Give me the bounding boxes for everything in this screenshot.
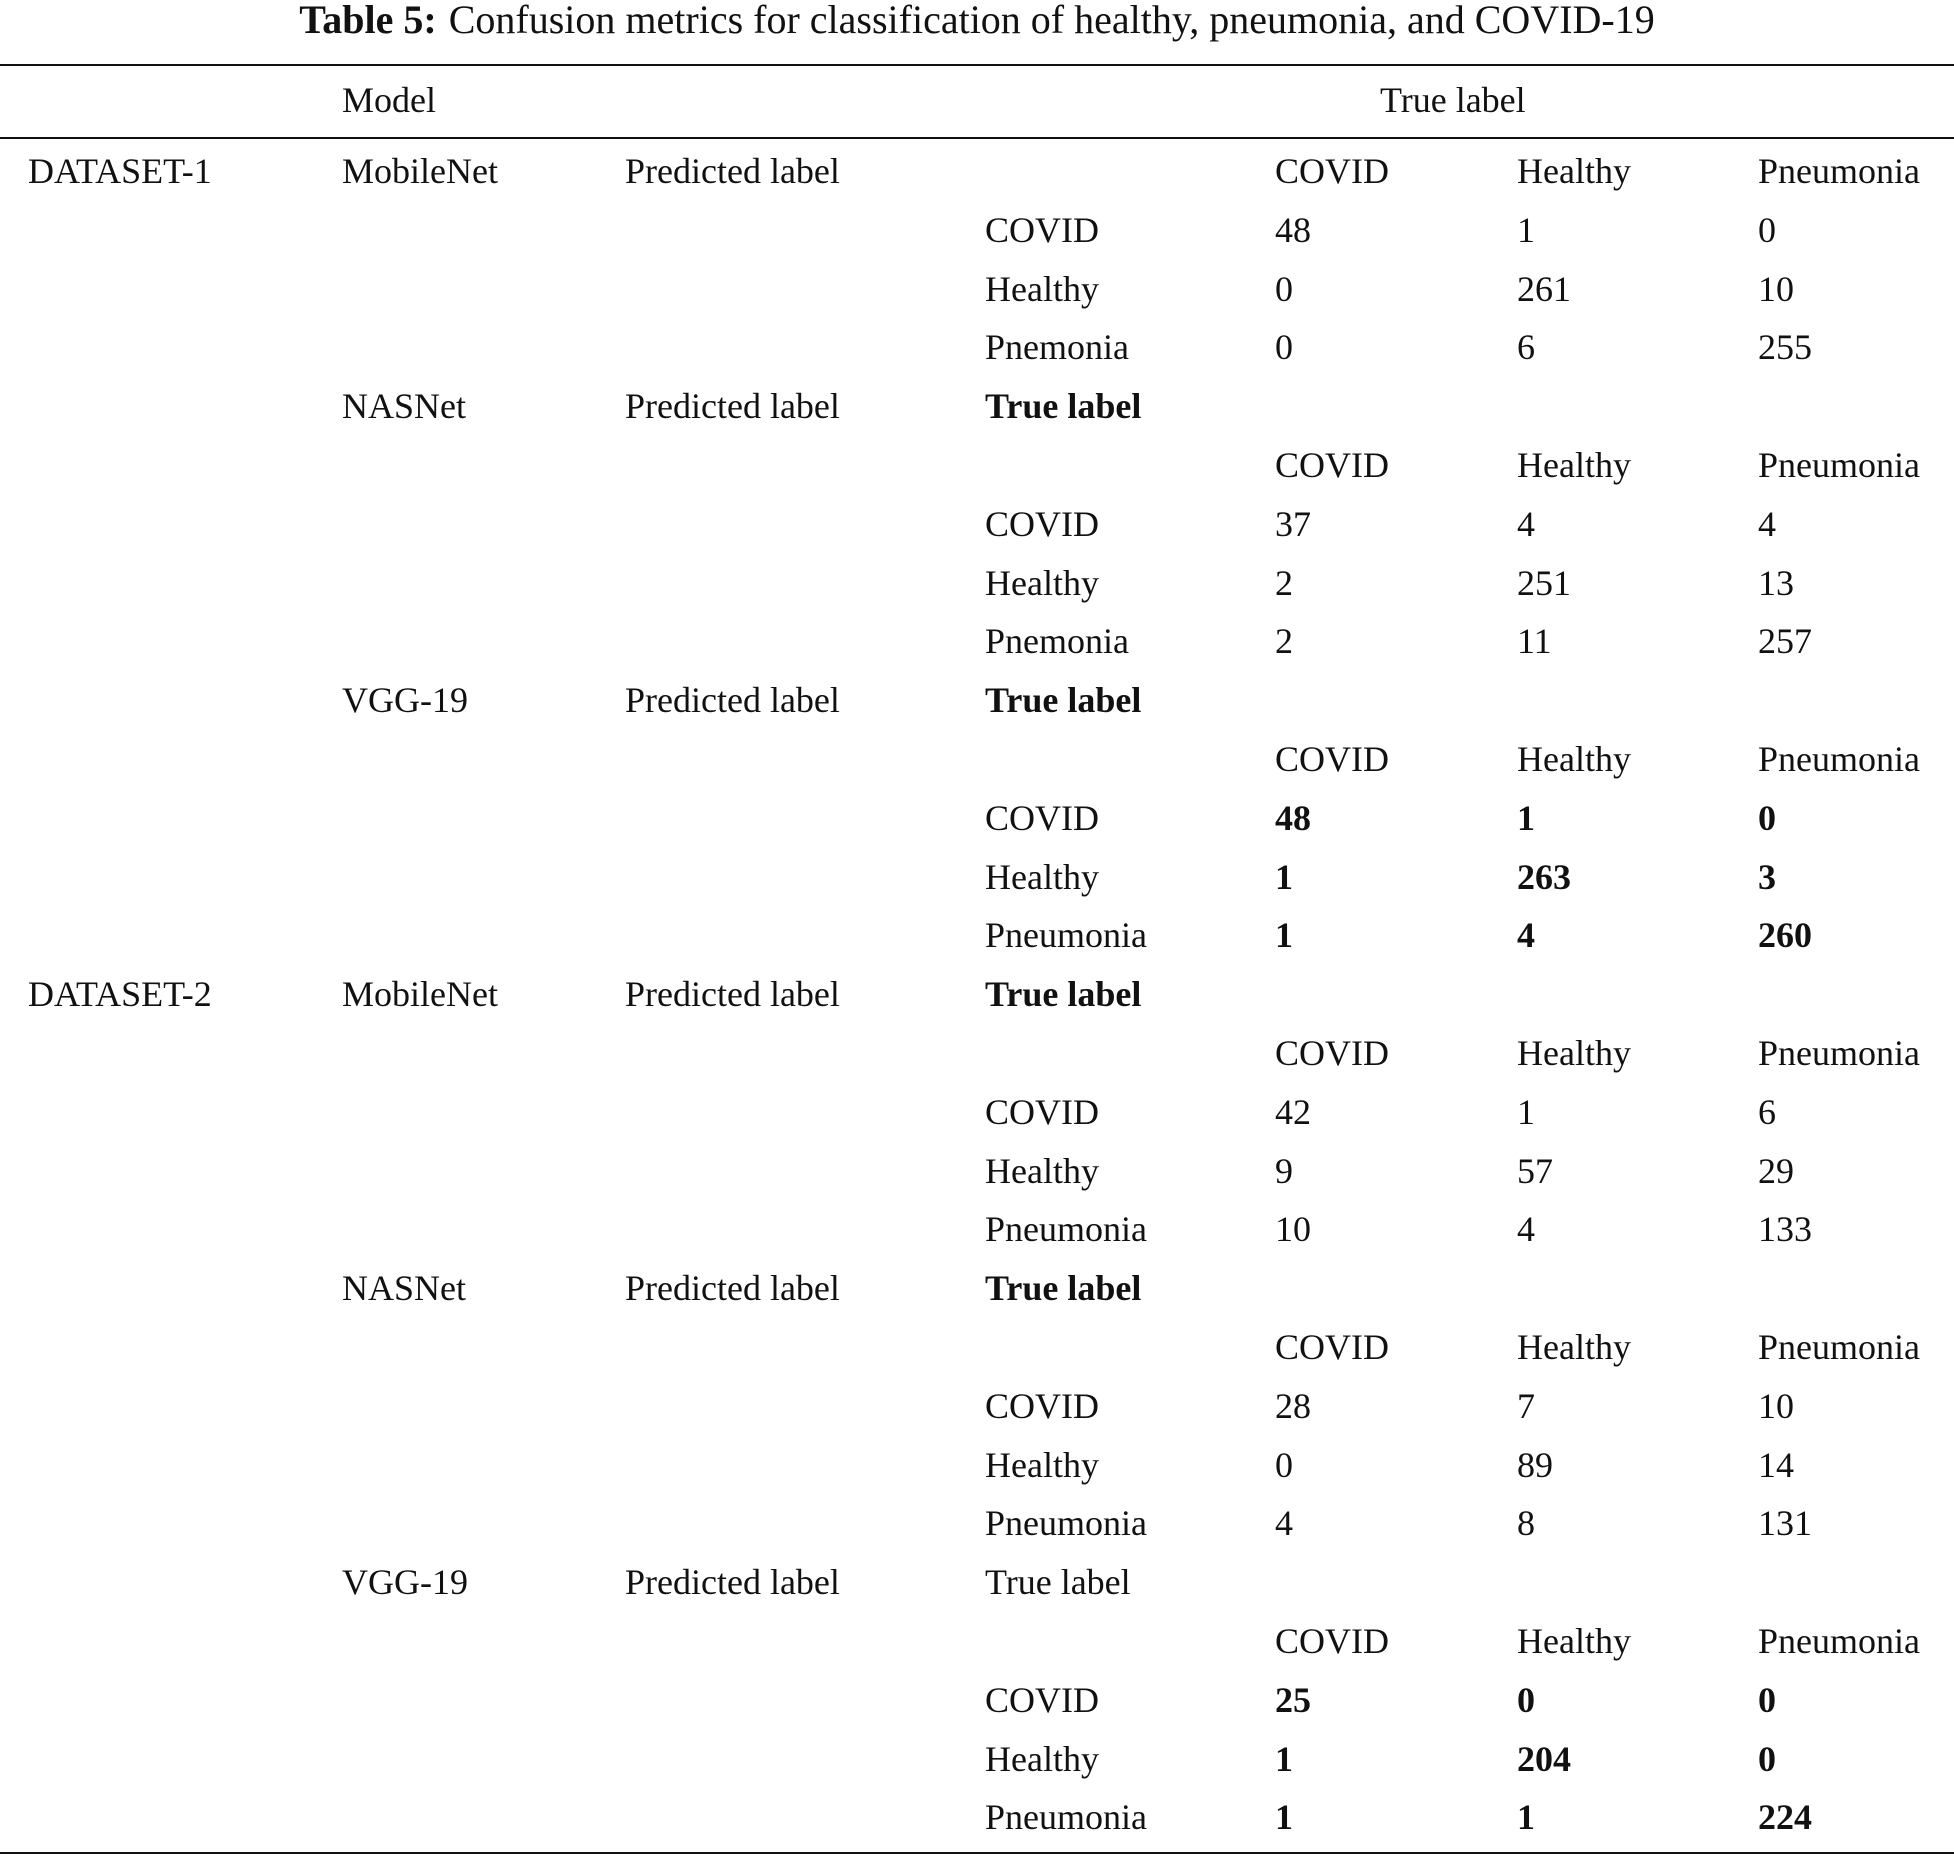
matrix-cell: 1 [1275, 1797, 1293, 1838]
row-label: Healthy [985, 1444, 1099, 1485]
predicted-label-heading: Predicted label [625, 1562, 840, 1603]
matrix-cell: 257 [1758, 621, 1812, 662]
row-label: Healthy [985, 1738, 1099, 1779]
table-row [0, 1091, 1954, 1150]
table-row [0, 973, 1954, 1032]
table-row [0, 385, 1954, 444]
row-label: Healthy [985, 562, 1099, 603]
predicted-label-heading: Predicted label [625, 151, 840, 191]
matrix-cell: 263 [1517, 856, 1571, 897]
matrix-cell: 260 [1758, 915, 1812, 956]
table-row [0, 150, 1954, 209]
matrix-cell: 1 [1517, 1797, 1535, 1838]
matrix-cell: 1 [1517, 1091, 1535, 1132]
model-name: NASNet [342, 1268, 466, 1309]
table-row [0, 1208, 1954, 1267]
model-name: VGG-19 [342, 680, 468, 721]
matrix-cell: 3 [1758, 856, 1776, 897]
class-header-cell: COVID [1275, 444, 1389, 485]
matrix-cell: 0 [1758, 209, 1776, 250]
matrix-cell: 0 [1758, 1679, 1776, 1720]
class-header-cell: Pneumonia [1758, 1032, 1920, 1073]
row-label: COVID [985, 1091, 1099, 1132]
matrix-cell: 48 [1275, 797, 1311, 838]
predicted-label-heading: Predicted label [625, 386, 840, 427]
table-row [0, 1738, 1954, 1797]
row-label: Healthy [985, 268, 1099, 309]
row-label: Pnemonia [985, 621, 1129, 662]
bottom-rule [0, 1852, 1954, 1854]
matrix-cell: 13 [1758, 562, 1794, 603]
matrix-cell: 9 [1275, 1150, 1293, 1191]
header-rule [0, 137, 1954, 139]
table-row [0, 620, 1954, 679]
matrix-cell: 2 [1275, 562, 1293, 603]
row-label: Pnemonia [985, 327, 1129, 368]
table-row [0, 1561, 1954, 1620]
class-header-cell: Pneumonia [1758, 1326, 1920, 1367]
matrix-cell: 0 [1758, 1738, 1776, 1779]
row-label: COVID [985, 797, 1099, 838]
matrix-cell: 48 [1275, 209, 1311, 250]
table-row [0, 1150, 1954, 1209]
table-row [0, 503, 1954, 562]
header-model: Model [342, 80, 436, 120]
dataset-name: DATASET-1 [28, 151, 212, 191]
class-header-cell: Healthy [1517, 1620, 1631, 1661]
predicted-label-heading: Predicted label [625, 680, 840, 721]
row-label: True label [985, 386, 1142, 427]
class-header-cell: COVID [1275, 1032, 1389, 1073]
table-row [0, 1032, 1954, 1091]
matrix-cell: 1 [1517, 797, 1535, 838]
table-row [0, 326, 1954, 385]
row-label: Pneumonia [985, 1503, 1147, 1544]
model-name: VGG-19 [342, 1562, 468, 1603]
predicted-label-heading: Predicted label [625, 1268, 840, 1309]
caption-text: Confusion metrics for classification of healthy, pneumonia, and COVID-19 [448, 0, 1655, 42]
class-header-cell: COVID [1275, 1620, 1389, 1661]
table-row [0, 1796, 1954, 1855]
class-header-cell: Healthy [1517, 738, 1631, 779]
class-header-cell: Pneumonia [1758, 444, 1920, 485]
row-label: Healthy [985, 1150, 1099, 1191]
class-header-cell: Pneumonia [1758, 151, 1920, 191]
table-row [0, 738, 1954, 797]
table-number: Table 5: [299, 0, 437, 42]
matrix-cell: 255 [1758, 327, 1812, 368]
matrix-cell: 1 [1275, 915, 1293, 956]
matrix-cell: 224 [1758, 1797, 1812, 1838]
matrix-cell: 29 [1758, 1150, 1794, 1191]
row-label: COVID [985, 1385, 1099, 1426]
class-header-cell: Healthy [1517, 444, 1631, 485]
table-row [0, 679, 1954, 738]
matrix-cell: 1 [1517, 209, 1535, 250]
row-label: Pneumonia [985, 1797, 1147, 1838]
matrix-cell: 28 [1275, 1385, 1311, 1426]
row-label: COVID [985, 209, 1099, 250]
table-row [0, 268, 1954, 327]
row-label: Healthy [985, 856, 1099, 897]
model-name: NASNet [342, 386, 466, 427]
matrix-cell: 37 [1275, 503, 1311, 544]
model-name: MobileNet [342, 974, 498, 1015]
row-label: True label [985, 680, 1142, 721]
table-row [0, 209, 1954, 268]
matrix-cell: 7 [1517, 1385, 1535, 1426]
table-row [0, 1620, 1954, 1679]
matrix-cell: 8 [1517, 1503, 1535, 1544]
class-header-cell: COVID [1275, 1326, 1389, 1367]
matrix-cell: 4 [1517, 503, 1535, 544]
matrix-cell: 0 [1758, 797, 1776, 838]
matrix-cell: 42 [1275, 1091, 1311, 1132]
header-true-label: True label [1380, 80, 1526, 120]
class-header-cell: Healthy [1517, 1326, 1631, 1367]
matrix-cell: 6 [1517, 327, 1535, 368]
matrix-cell: 133 [1758, 1209, 1812, 1250]
table-row [0, 797, 1954, 856]
table-row [0, 914, 1954, 973]
matrix-cell: 0 [1275, 327, 1293, 368]
row-label: COVID [985, 1679, 1099, 1720]
dataset-name: DATASET-2 [28, 974, 212, 1015]
matrix-cell: 261 [1517, 268, 1571, 309]
class-header-cell: Pneumonia [1758, 1620, 1920, 1661]
matrix-cell: 1 [1275, 856, 1293, 897]
class-header-cell: Healthy [1517, 151, 1631, 191]
matrix-cell: 0 [1517, 1679, 1535, 1720]
row-label: True label [985, 974, 1142, 1015]
matrix-cell: 204 [1517, 1738, 1571, 1779]
matrix-cell: 10 [1758, 268, 1794, 309]
class-header-cell: Pneumonia [1758, 738, 1920, 779]
model-name: MobileNet [342, 151, 498, 191]
table-row [0, 1502, 1954, 1561]
table-caption [0, 0, 1954, 40]
table-body [0, 150, 1954, 1855]
matrix-cell: 89 [1517, 1444, 1553, 1485]
matrix-cell: 251 [1517, 562, 1571, 603]
top-rule [0, 64, 1954, 66]
table-row [0, 1679, 1954, 1738]
row-label: Pneumonia [985, 915, 1147, 956]
table-row [0, 1267, 1954, 1326]
row-label: True label [985, 1562, 1131, 1603]
matrix-cell: 6 [1758, 1091, 1776, 1132]
table-row [0, 856, 1954, 915]
matrix-cell: 0 [1275, 1444, 1293, 1485]
matrix-cell: 14 [1758, 1444, 1794, 1485]
predicted-label-heading: Predicted label [625, 974, 840, 1015]
matrix-cell: 11 [1517, 621, 1552, 662]
matrix-cell: 25 [1275, 1679, 1311, 1720]
table-row [0, 1385, 1954, 1444]
matrix-cell: 4 [1758, 503, 1776, 544]
class-header-cell: COVID [1275, 738, 1389, 779]
matrix-cell: 4 [1517, 1209, 1535, 1250]
row-label: Pneumonia [985, 1209, 1147, 1250]
matrix-cell: 131 [1758, 1503, 1812, 1544]
matrix-cell: 10 [1275, 1209, 1311, 1250]
table-row [0, 562, 1954, 621]
matrix-cell: 0 [1275, 268, 1293, 309]
matrix-cell: 57 [1517, 1150, 1553, 1191]
matrix-cell: 1 [1275, 1738, 1293, 1779]
matrix-cell: 4 [1517, 915, 1535, 956]
matrix-cell: 10 [1758, 1385, 1794, 1426]
table-row [0, 1326, 1954, 1385]
row-label: True label [985, 1268, 1142, 1309]
matrix-cell: 2 [1275, 621, 1293, 662]
table-row [0, 1444, 1954, 1503]
matrix-cell: 4 [1275, 1503, 1293, 1544]
table-row [0, 444, 1954, 503]
row-label: COVID [985, 503, 1099, 544]
class-header-cell: Healthy [1517, 1032, 1631, 1073]
class-header-cell: COVID [1275, 151, 1389, 191]
